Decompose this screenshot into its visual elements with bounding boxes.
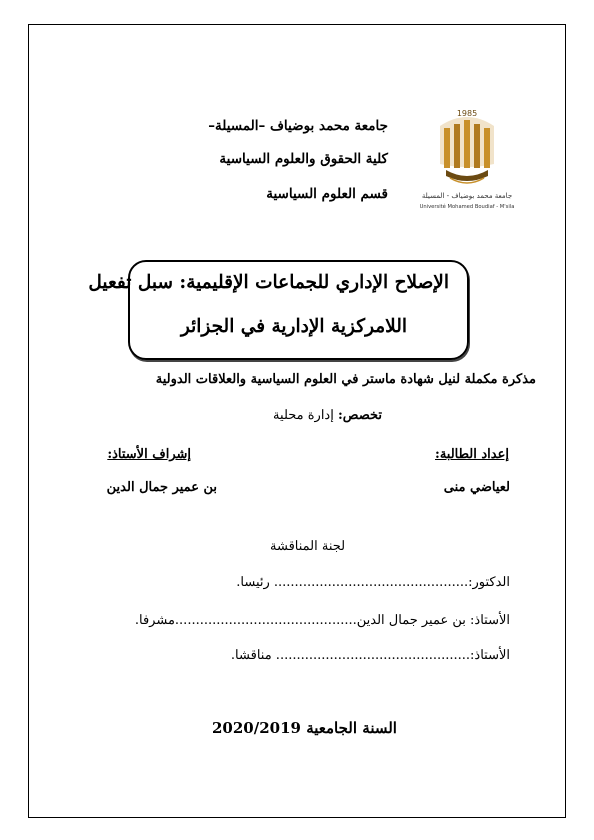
supervisor-name: بن عمير جمال الدين: [106, 480, 217, 495]
student-name: لعياضي منى: [443, 480, 510, 495]
title-box: [88, 260, 469, 360]
committee-president-line: الدكتور:............................................... رئيسا.: [236, 575, 510, 590]
academic-year: [212, 719, 397, 737]
committee-supervisor-line: الأستاذ: بن عمير جمال الدين............................................مشرفا.: [134, 613, 510, 628]
university-logo-graphic: [412, 104, 522, 214]
logo-year: 1985: [456, 109, 478, 118]
committee-examiner-line: الأستاذ:............................................... مناقشا.: [230, 648, 510, 663]
university-logo: [412, 104, 522, 214]
specialty-label: تخصص:: [337, 408, 382, 423]
thesis-title-line-2: اللامركزية الإدارية في الجزائر: [180, 316, 407, 337]
specialty-value: إدارة محلية: [273, 408, 334, 423]
thesis-title-line-1: الإصلاح الإداري للجماعات الإقليمية: سبل تفعيل: [88, 272, 449, 293]
academic-year-label: السنة الجامعية: [306, 719, 397, 737]
supervised-by-label: إشراف الأستاذ:: [107, 447, 191, 462]
committee-title: لجنة المناقشة: [270, 539, 346, 554]
prepared-by-label: إعداد الطالبة:: [435, 447, 509, 462]
memo-description: مذكرة مكملة لنيل شهادة ماستر في العلوم السياسية والعلاقات الدولية: [155, 372, 536, 387]
logo-name-fr: Université Mohamed Boudiaf - M'sila: [419, 204, 515, 210]
logo-name-ar: جامعة محمد بوضياف - المسيلة: [421, 192, 513, 200]
specialty: [273, 408, 382, 423]
faculty-name: كلية الحقوق والعلوم السياسية: [219, 151, 388, 167]
department-name: قسم العلوم السياسية: [266, 186, 388, 202]
university-name: جامعة محمد بوضياف –المسيلة–: [208, 118, 388, 134]
academic-year-value: 2020/2019: [212, 719, 301, 737]
